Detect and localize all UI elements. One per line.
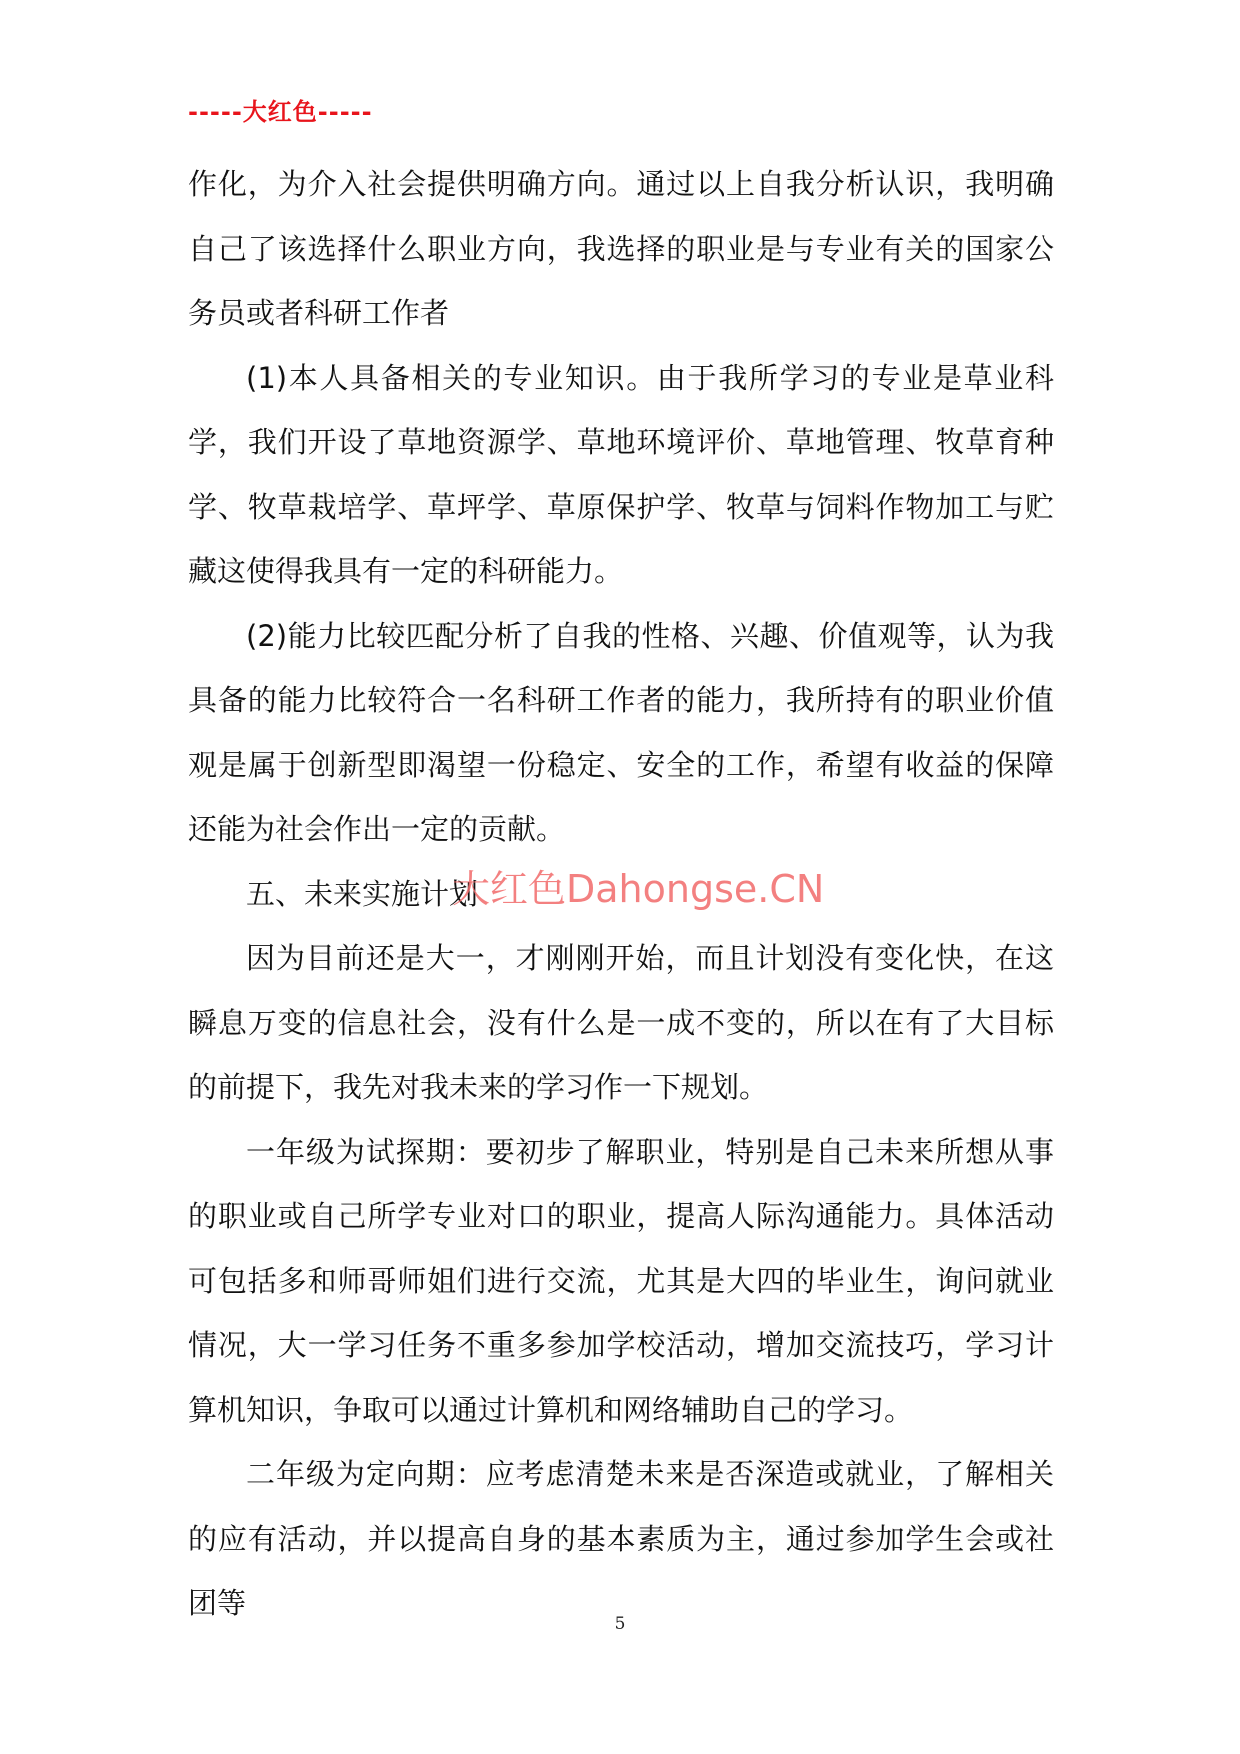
section-heading-future-plan: 五、未来实施计划 — [246, 876, 479, 911]
paragraph-plan-intro: 因为目前还是大一，才刚刚开始，而且计划没有变化快，在这瞬息万变的信息社会，没有什么是一成不变的，所以在有了大目标的前提下，我先对我未来的学习作一下规划。 — [188, 941, 1054, 1104]
paragraph-second-year: 二年级为定向期：应考虑清楚未来是否深造或就业，了解相关的应有活动，并以提高自身的基本素质为主，通过参加学生会或社团等 — [188, 1457, 1054, 1620]
paragraph-professional-knowledge: (1)本人具备相关的专业知识。由于我所学习的专业是草业科学，我们开设了草地资源学、草地环境评价、草地管理、牧草育种学、牧草栽培学、草坪学、草原保护学、牧草与饲料作物加工与贮藏这使得我具有一定的科研能力。 — [188, 360, 1054, 588]
paragraph-first-year: 一年级为试探期：要初步了解职业，特别是自己未来所想从事的职业或自己所学专业对口的职业，提高人际沟通能力。具体活动可包括多和师哥师姐们进行交流，尤其是大四的毕业生，询问就业情况，大一学习任务不重多参加学校活动，增加交流技巧，学习计算机知识，争取可以通过计算机和网络辅助自己的学习。 — [188, 1134, 1054, 1427]
watermark: 大红色Dahongse.CN — [452, 867, 825, 911]
page-number: 5 — [614, 1614, 626, 1634]
page-header: -----大红色----- — [188, 98, 373, 126]
paragraph-career-direction: 作化，为介入社会提供明确方向。通过以上自我分析认识，我明确自己了该选择什么职业方向，我选择的职业是与专业有关的国家公务员或者科研工作者 — [188, 167, 1054, 330]
paragraph-ability-match: (2)能力比较匹配分析了自我的性格、兴趣、价值观等，认为我具备的能力比较符合一名科研工作者的能力，我所持有的职业价值观是属于创新型即渴望一份稳定、安全的工作，希望有收益的保障还能为社会作出一定的贡献。 — [188, 618, 1054, 846]
